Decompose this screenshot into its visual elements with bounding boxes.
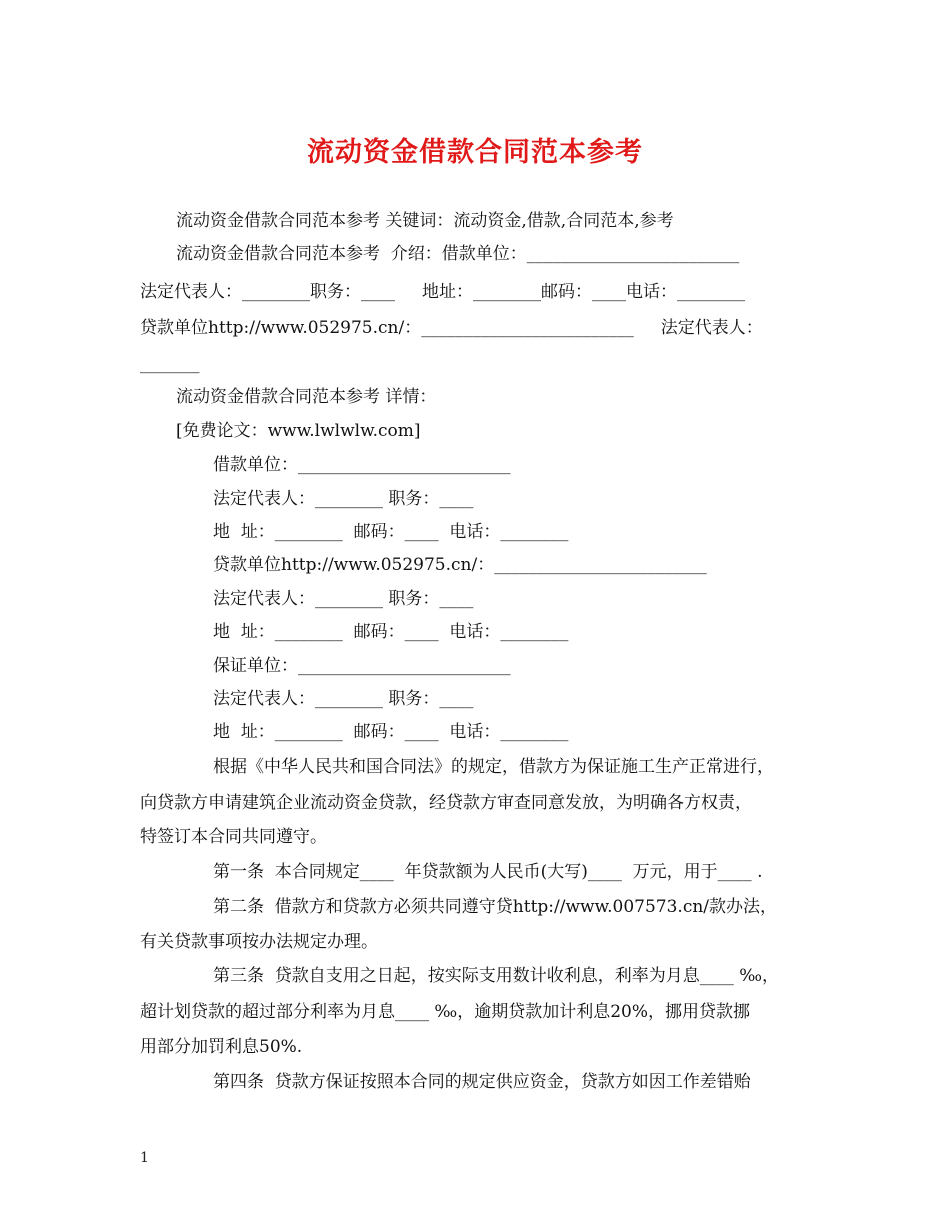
preamble-line-1: 根据《中华人民共和国合同法》的规定，借款方为保证施工生产正常进行， <box>213 757 774 777</box>
preamble-line-2: 向贷款方申请建筑企业流动资金贷款，经贷款方审查同意发放，为明确各方权责， <box>140 793 752 813</box>
lender-rep-line: 法定代表人：________ 职务：____ <box>213 589 474 609</box>
page-number: 1 <box>140 1150 149 1166</box>
lender-line: 贷款单位http://www.052975.cn/：_________________________ <box>213 555 707 575</box>
guarantor-line: 保证单位：_________________________ <box>213 656 511 676</box>
borrower-rep-line: 法定代表人：________ 职务：____ <box>213 489 474 509</box>
guarantor-address-line: 地 址：________ 邮码：____ 电话：________ <box>213 722 569 742</box>
article-3-line-2: 超计划贷款的超过部分利率为月息____ ‰，逾期贷款加计利息20%，挪用贷款挪 <box>140 1002 750 1022</box>
article-1-line: 第一条 本合同规定____ 年贷款额为人民币(大写)____ 万元，用于____ . <box>213 862 763 882</box>
intro-rep-line: 法定代表人：________职务：____ 地址：________邮码：____电话：________ <box>140 282 746 302</box>
details-line: 流动资金借款合同范本参考 详情： <box>176 387 437 407</box>
article-4-line-1: 第四条 贷款方保证按照本合同的规定供应资金，贷款方如因工作差错贻 <box>213 1072 751 1092</box>
borrower-address-line: 地 址：________ 邮码：____ 电话：________ <box>213 522 569 542</box>
source-note-line: [免费论文：www.lwlwlw.com] <box>176 421 421 441</box>
preamble-line-3: 特签订本合同共同遵守。 <box>140 827 327 847</box>
article-3-line-3: 用部分加罚利息50%. <box>140 1037 303 1057</box>
lender-address-line: 地 址：________ 邮码：____ 电话：________ <box>213 622 569 642</box>
document-title: 流动资金借款合同范本参考 <box>307 137 643 168</box>
keywords-line: 流动资金借款合同范本参考 关键词：流动资金,借款,合同范本,参考 <box>176 211 674 231</box>
intro-line: 流动资金借款合同范本参考 介绍：借款单位：_________________________ <box>176 244 740 264</box>
intro-continuation-line: _______ <box>140 354 200 374</box>
article-2-line-1: 第二条 借款方和贷款方必须共同遵守贷http://www.007573.cn/款办法， <box>213 897 778 917</box>
intro-lender-line: 贷款单位http://www.052975.cn/：_________________________ 法定代表人： <box>140 318 763 338</box>
article-3-line-1: 第三条 贷款自支用之日起，按实际支用数计收利息，利率为月息____ ‰， <box>213 966 780 986</box>
guarantor-rep-line: 法定代表人：________ 职务：____ <box>213 689 474 709</box>
article-2-line-2: 有关贷款事项按办法规定办理。 <box>140 932 378 952</box>
borrower-line: 借款单位：_________________________ <box>213 455 511 475</box>
